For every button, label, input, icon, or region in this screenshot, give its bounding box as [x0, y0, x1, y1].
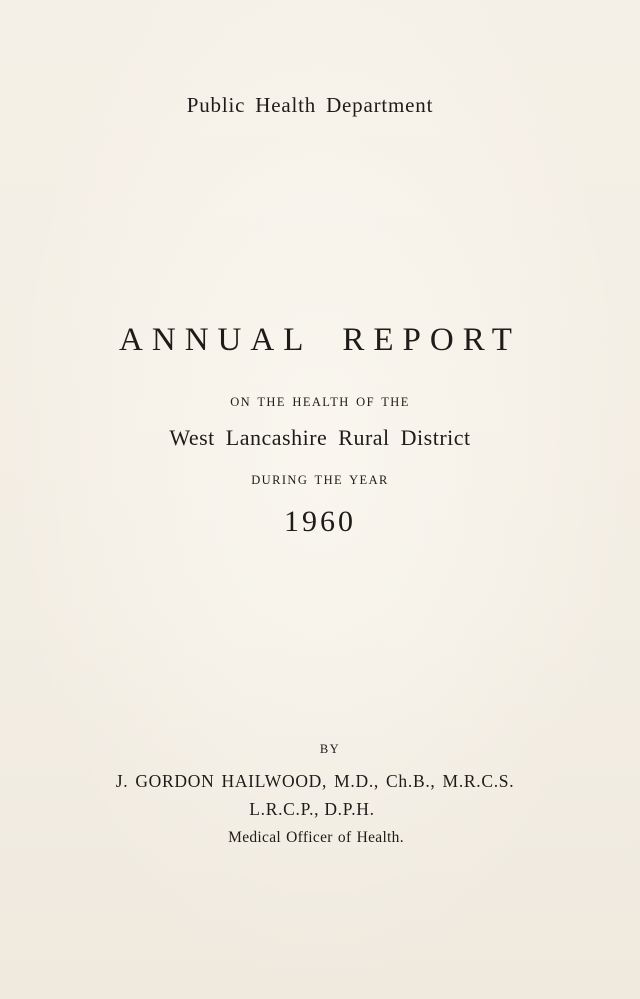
author-qualifications: L.R.C.P., D.P.H. — [249, 799, 375, 819]
author-name: J. GORDON HAILWOOD, M.D., Ch.B., M.R.C.S. — [115, 771, 515, 791]
report-title: ANNUAL REPORT — [119, 322, 521, 358]
district-name: West Lancashire Rural District — [169, 425, 471, 450]
by-label: BY — [319, 742, 341, 756]
department-heading: Public Health Department — [186, 93, 434, 117]
period-label: DURING THE YEAR — [251, 473, 389, 487]
report-subtitle: ON THE HEALTH OF THE — [230, 395, 410, 409]
report-year: 1960 — [284, 505, 356, 538]
author-role: Medical Officer of Health. — [228, 829, 404, 846]
